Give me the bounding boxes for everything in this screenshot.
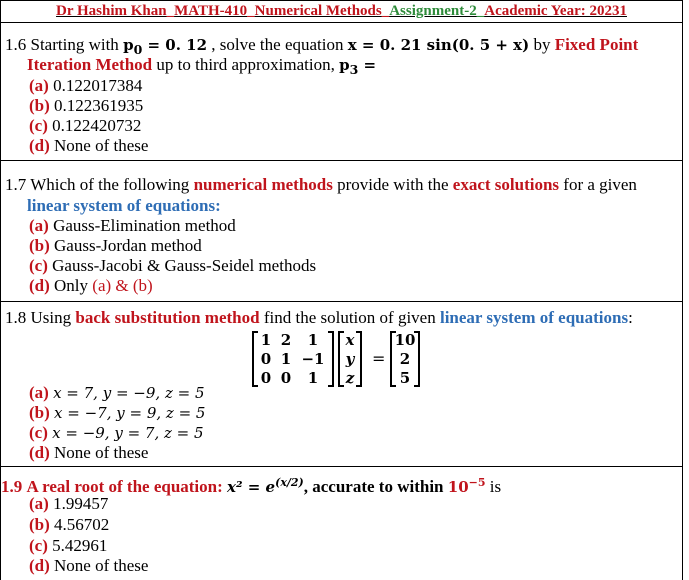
option-c[interactable]: (c) Gauss-Jacobi & Gauss-Seidel methods	[29, 256, 317, 275]
option-c[interactable]: (c) 0.122420732	[29, 116, 142, 135]
option-a[interactable]: (a) 1.99457	[29, 494, 109, 513]
rhs-cell: 2	[399, 350, 411, 368]
option-d[interactable]: (d) None of these	[29, 556, 149, 575]
question-1-7	[0, 161, 683, 302]
matrix-cell: 0	[280, 369, 292, 387]
option-b[interactable]: (b) x = −7, y = 9, z = 5	[29, 403, 206, 422]
question-1-6-line-2: Iteration Method up to third approximation, $p_3$ =	[27, 55, 377, 77]
course-code: MATH-410	[174, 3, 248, 19]
question-1-7-line-2: linear system of equations:	[27, 196, 221, 215]
author-name: Dr Hashim Khan	[56, 3, 167, 19]
question-1-9	[0, 467, 683, 580]
header-bar: Dr Hashim Khan_MATH-410_Numerical Methods_Assignment-2_Academic Year: 20231	[0, 0, 683, 23]
option-d[interactable]: (d) None of these	[29, 136, 149, 155]
option-b[interactable]: (b) 0.122361935	[29, 96, 144, 115]
matrix-cell: 1	[280, 350, 292, 368]
question-1-8	[0, 302, 683, 467]
equation: x = 0. 21 sin(0. 5 + x)	[347, 36, 530, 54]
matrix-cell: −1	[301, 350, 325, 368]
option-c[interactable]: (c) x = −9, y = 7, z = 5	[29, 423, 204, 442]
matrix-cell: 0	[260, 350, 272, 368]
rhs-cell: 5	[399, 369, 411, 387]
matrix-cell: 1	[260, 331, 272, 349]
option-a[interactable]: (a) x = 7, y = −9, z = 5	[29, 383, 205, 402]
question-1-6-line-1: 1.6 Starting with $p_0 = 0$. 12 , solve the equation x = 0. 21 sin(0. 5 + x) by Fixed Point	[5, 35, 639, 57]
subject-name: Numerical Methods	[254, 3, 382, 19]
equation: $x^2 = e^{(x/2)}$	[227, 476, 304, 496]
matrix-bracket-right	[328, 331, 334, 387]
rhs-bracket-right	[414, 331, 420, 387]
option-a[interactable]: (a) 0.122017384	[29, 76, 143, 95]
question-1-7-line-1: 1.7 Which of the following numerical methods provide with the exact solutions for a given	[5, 175, 637, 194]
equals-sign: =	[372, 349, 386, 368]
matrix-cell: 1	[307, 369, 319, 387]
vector-cell: z	[345, 369, 355, 387]
option-a[interactable]: (a) Gauss-Elimination method	[29, 216, 236, 235]
option-b[interactable]: (b) Gauss-Jordan method	[29, 236, 202, 255]
academic-year: Academic Year: 20231	[484, 3, 627, 19]
matrix-cell: 0	[260, 369, 272, 387]
option-d[interactable]: (d) Only (a) & (b)	[29, 276, 153, 295]
matrix-cell: 1	[307, 331, 319, 349]
vector-cell: y	[345, 350, 355, 368]
option-b[interactable]: (b) 4.56702	[29, 515, 110, 534]
matrix-cell: 2	[280, 331, 292, 349]
question-1-9-line-1: 1.9 A real root of the equation: $x^2 = e^{(x/2)}$, accurate to within $10^{-5}$ is	[1, 476, 502, 496]
question-1-6	[0, 23, 683, 161]
assignment-name: Assignment-2	[389, 3, 477, 19]
option-c[interactable]: (c) 5.42961	[29, 536, 108, 555]
vector-bracket-right	[356, 331, 362, 387]
option-d[interactable]: (d) None of these	[29, 443, 149, 462]
rhs-cell: 10	[394, 331, 416, 349]
vector-cell: x	[345, 331, 355, 349]
question-1-8-line-1: 1.8 Using back substitution method find the solution of given linear system of equations:	[5, 308, 633, 327]
